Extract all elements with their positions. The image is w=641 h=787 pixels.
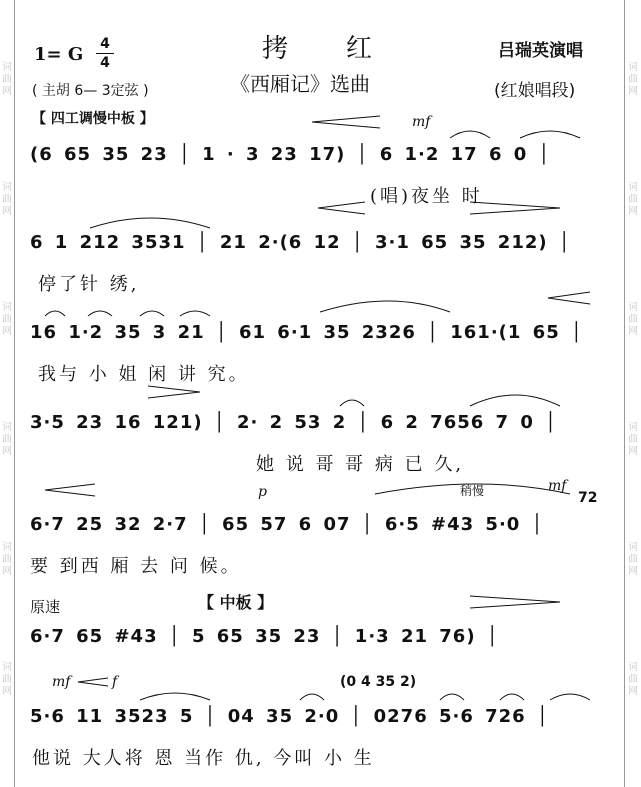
tempo-mark: 【 中板 】 xyxy=(198,593,274,612)
dynamic-mark: f xyxy=(112,674,118,690)
slur xyxy=(520,131,580,138)
slur xyxy=(140,693,210,700)
lyrics-line: 他说 大人将 恩 当作 仇, 今叫 小 生 xyxy=(32,748,375,769)
music-system-2 xyxy=(0,218,641,295)
key-signature: 1= G xyxy=(34,44,84,65)
slur xyxy=(140,311,164,316)
music-system-4 xyxy=(0,398,641,475)
slur xyxy=(340,400,364,406)
decoration-layer xyxy=(0,398,641,458)
slur xyxy=(470,395,560,406)
time-signature xyxy=(96,36,114,71)
notation-line: 16 1·2 35 3 21 │ 61 6·1 35 2326 │ 161·(1 65 │ xyxy=(30,322,583,343)
watermark-left: 词 曲 网 xyxy=(2,62,12,97)
slur xyxy=(320,301,450,312)
time-signature-rule xyxy=(96,53,114,54)
notation-line: 6·7 65 #43 │ 5 65 35 23 │ 1·3 21 76) │ xyxy=(30,626,499,647)
slur xyxy=(88,311,112,316)
watermark-right: 词 曲 网 xyxy=(628,62,638,97)
dynamic-mark: p xyxy=(258,484,267,500)
crescendo-hairpin xyxy=(45,484,95,496)
decoration-layer xyxy=(0,130,641,190)
section-label: (红娘唱段) xyxy=(494,81,576,101)
watermark-right: 词 曲 网 xyxy=(628,542,638,577)
decrescendo-hairpin xyxy=(470,596,560,608)
decrescendo-hairpin xyxy=(312,116,380,128)
watermark-left: 词 曲 网 xyxy=(2,182,12,217)
notation-line: (6 65 35 23 │ 1 · 3 23 17) │ 6 1·2 17 6 0 │ xyxy=(30,144,551,165)
watermark-right: 词 曲 网 xyxy=(628,422,638,457)
crescendo-hairpin xyxy=(548,292,590,304)
decoration-layer xyxy=(0,308,641,368)
slur xyxy=(500,694,524,700)
watermark-left: 词 曲 网 xyxy=(2,302,12,337)
slur xyxy=(450,131,490,138)
slur xyxy=(440,694,464,700)
dynamic-mark: mf xyxy=(412,114,431,130)
decoration-layer xyxy=(0,500,641,560)
notation-line: 6·7 25 32 2·7 │ 65 57 6 07 │ 6·5 #43 5·0 │ xyxy=(30,514,544,535)
dynamic-mark: mf xyxy=(548,478,567,494)
performer: 吕瑞英演唱 xyxy=(498,41,583,61)
watermark-right: 词 曲 网 xyxy=(628,662,638,697)
lyrics-line: 我与 小 姐 闲 讲 究。 xyxy=(38,364,250,385)
crescendo-hairpin xyxy=(78,678,108,686)
time-signature-bottom: 4 xyxy=(100,55,110,71)
decoration-layer xyxy=(0,218,641,278)
decoration-layer xyxy=(0,692,641,752)
lyrics-line: 停了针 绣, xyxy=(38,274,140,295)
time-signature-top: 4 xyxy=(100,36,110,52)
music-system-5 xyxy=(0,478,641,577)
lyrics-line: 要 到西 厢 去 问 候。 xyxy=(30,556,242,577)
watermark-left: 词 曲 网 xyxy=(2,662,12,697)
decoration-layer xyxy=(0,612,641,672)
music-system-3 xyxy=(0,308,641,385)
tempo-mark: 【 四工调慢中板 】 xyxy=(32,111,154,127)
tempo-return-mark: 原速 xyxy=(30,598,61,616)
watermark-left: 词 曲 网 xyxy=(2,542,12,577)
decrescendo-hairpin xyxy=(148,386,200,398)
alt-notation: (0 4 35 2) xyxy=(340,674,417,690)
decrescendo-hairpin xyxy=(470,202,560,214)
watermark-left: 词 曲 网 xyxy=(2,422,12,457)
crescendo-hairpin xyxy=(318,202,365,214)
dynamic-mark: mf xyxy=(52,674,71,690)
lyrics-line: (唱)夜坐 时 xyxy=(370,186,483,207)
slur xyxy=(45,311,65,316)
tuning-note: ( 主胡 6— 3定弦 ) xyxy=(32,83,149,99)
lyrics-line: 她 说 哥 哥 病 已 久, xyxy=(256,454,465,475)
slur xyxy=(300,694,324,700)
grace-notes: 72 xyxy=(578,490,598,506)
song-subtitle: 《西厢记》选曲 xyxy=(230,72,370,96)
tempo-change-mark: 稍慢 xyxy=(460,484,485,498)
slur xyxy=(90,218,210,228)
slur xyxy=(550,694,590,700)
notation-line: 5·6 11 3523 5 │ 04 35 2·0 │ 0276 5·6 726 │ xyxy=(30,706,549,727)
notation-line: 3·5 23 16 121) │ 2· 2 53 2 │ 6 2 7656 7 0 │ xyxy=(30,412,557,433)
notation-line: 6 1 212 3531 │ 21 2·(6 12 │ 3·1 65 35 212) │ xyxy=(30,232,571,253)
slur xyxy=(180,311,210,316)
song-title: 拷红 xyxy=(262,34,431,64)
watermark-right: 词 曲 网 xyxy=(628,302,638,337)
watermark-right: 词 曲 网 xyxy=(628,182,638,217)
music-system-6 xyxy=(0,593,641,672)
